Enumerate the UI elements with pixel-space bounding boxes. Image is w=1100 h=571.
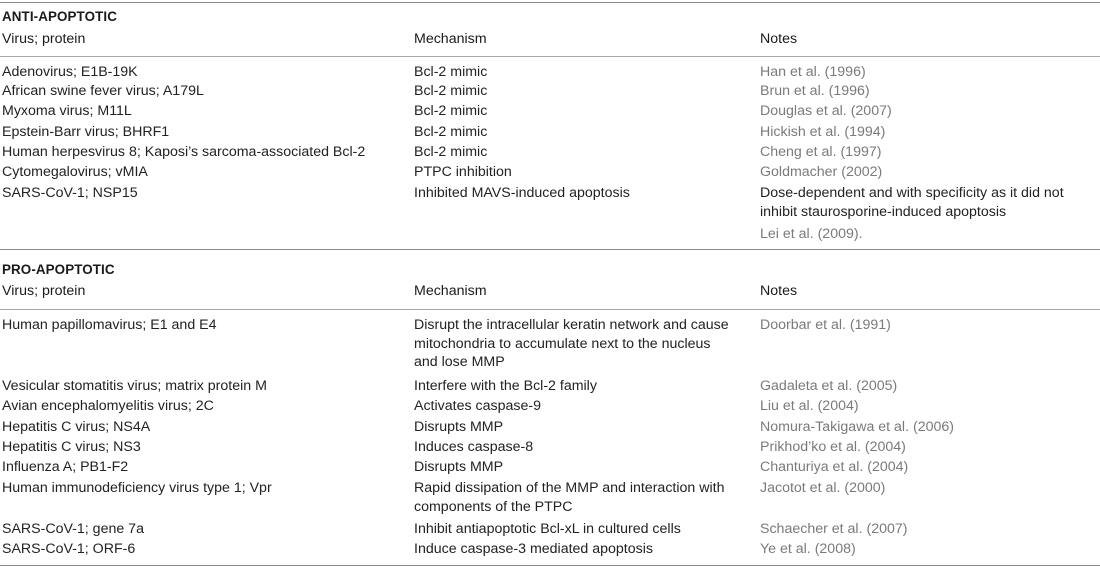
header-virus-protein: Virus; protein <box>2 283 86 299</box>
table-row-mechanism: Induce caspase-3 mediated apoptosis <box>414 541 653 557</box>
table-row-mechanism: Disrupts MMP <box>414 419 504 435</box>
header-notes: Notes <box>760 283 798 299</box>
table-row-mechanism: Bcl-2 mimic <box>414 103 488 119</box>
table-row-mechanism: Disrupts MMP <box>414 459 504 475</box>
table-row-reference: Goldmacher (2002) <box>760 164 883 180</box>
table-row-virus: SARS-CoV-1; gene 7a <box>2 521 144 537</box>
table-row-mechanism: Disrupt the intracellular keratin network and cause mitochondria to accumulate next to the nucleus and lose MMP <box>414 317 729 370</box>
table-row-reference: Ye et al. (2008) <box>760 541 856 557</box>
table-row-mechanism: Interfere with the Bcl-2 family <box>414 378 597 394</box>
table-bottom-rule <box>0 565 1100 566</box>
table-row-mechanism: Activates caspase-9 <box>414 398 541 414</box>
table-row-reference: Prikhod’ko et al. (2004) <box>760 439 906 455</box>
table-row-mechanism: Induces caspase-8 <box>414 439 534 455</box>
header-rule <box>0 56 1100 57</box>
table-row-virus: Human papillomavirus; E1 and E4 <box>2 317 217 333</box>
table-row-virus: Epstein-Barr virus; BHRF1 <box>2 124 170 140</box>
table-row-virus: Hepatitis C virus; NS3 <box>2 439 141 455</box>
table-row-virus: Vesicular stomatitis virus; matrix protein M <box>2 378 267 394</box>
table-row-reference: Doorbar et al. (1991) <box>760 317 891 333</box>
table-top-rule <box>0 2 1100 3</box>
table-row-virus: SARS-CoV-1; NSP15 <box>2 185 138 201</box>
table-row-reference: Brun et al. (1996) <box>760 83 870 99</box>
table-row-reference: Douglas et al. (2007) <box>760 103 892 119</box>
table-row-reference: Chanturiya et al. (2004) <box>760 459 909 475</box>
header-notes: Notes <box>760 31 798 47</box>
table-row-mechanism: Inhibited MAVS-induced apoptosis <box>414 185 630 201</box>
header-rule <box>0 309 1100 310</box>
table-row-virus: Avian encephalomyelitis virus; 2C <box>2 398 214 414</box>
table-row-virus: Human immunodeficiency virus type 1; Vpr <box>2 480 272 496</box>
table-row-reference: Schaecher et al. (2007) <box>760 521 908 537</box>
table-row-reference: Hickish et al. (1994) <box>760 124 886 140</box>
table-row-mechanism: Inhibit antiapoptotic Bcl-xL in cultured cells <box>414 521 681 537</box>
table-row-mechanism: Bcl-2 mimic <box>414 64 488 80</box>
header-mechanism: Mechanism <box>414 283 487 299</box>
table-row-reference: Lei et al. (2009). <box>760 226 863 242</box>
table-row-reference: Jacotot et al. (2000) <box>760 480 886 496</box>
table-row-mechanism: PTPC inhibition <box>414 164 512 180</box>
table-row-virus: SARS-CoV-1; ORF-6 <box>2 541 136 557</box>
section-divider-rule <box>0 249 1100 250</box>
section-title-anti-apoptotic: ANTI-APOPTOTIC <box>2 9 117 24</box>
header-virus-protein: Virus; protein <box>2 31 86 47</box>
table-row-virus: Adenovirus; E1B-19K <box>2 64 138 80</box>
table-row-reference: Han et al. (1996) <box>760 64 866 80</box>
table-row-reference: Liu et al. (2004) <box>760 398 859 414</box>
table-row-reference: Cheng et al. (1997) <box>760 144 882 160</box>
table-row-reference: Nomura-Takigawa et al. (2006) <box>760 419 954 435</box>
table-row-mechanism: Bcl-2 mimic <box>414 144 488 160</box>
table-row-reference: Gadaleta et al. (2005) <box>760 378 898 394</box>
table-row-virus: Influenza A; PB1-F2 <box>2 459 129 475</box>
table-row-virus: Cytomegalovirus; vMIA <box>2 164 148 180</box>
table-row-virus: African swine fever virus; A179L <box>2 83 204 99</box>
table-row-mechanism: Bcl-2 mimic <box>414 124 488 140</box>
table-row-mechanism: Rapid dissipation of the MMP and interaction with components of the PTPC <box>414 480 725 515</box>
header-mechanism: Mechanism <box>414 31 487 47</box>
table-row-virus: Hepatitis C virus; NS4A <box>2 419 151 435</box>
table-row-note: Dose-dependent and with specificity as it did not inhibit staurosporine-induced apoptosis <box>760 185 1064 220</box>
table-row-virus: Myxoma virus; M11L <box>2 103 132 119</box>
table-row-virus: Human herpesvirus 8; Kaposi’s sarcoma-associated Bcl-2 <box>2 144 366 160</box>
table-row-mechanism: Bcl-2 mimic <box>414 83 488 99</box>
section-title-pro-apoptotic: PRO-APOPTOTIC <box>2 262 115 277</box>
